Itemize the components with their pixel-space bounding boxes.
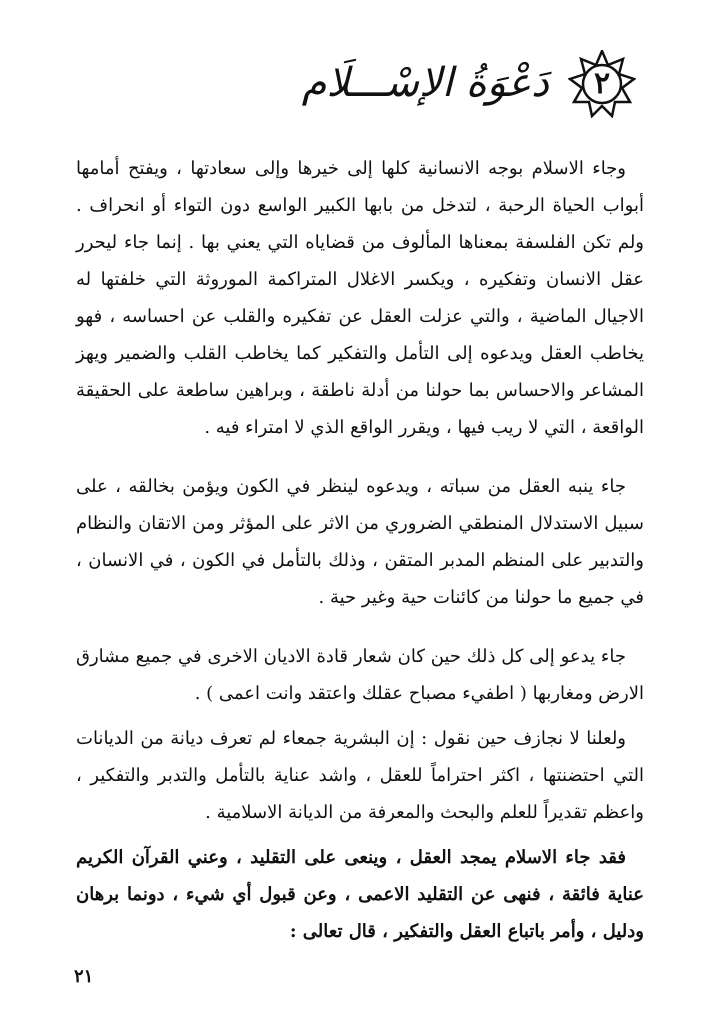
paragraph: جاء يدعو إلى كل ذلك حين كان شعار قادة الاديان الاخرى في جميع مشارق الارض ومغاربها ( اطفيء مصباح عقلك واعتقد وانت اعمى ) . <box>76 646 644 704</box>
paragraph: جاء ينبه العقل من سباته ، ويدعوه لينظر في الكون ويؤمن بخالقه ، على سبيل الاستدلال المنطقي الضروري من الاثر على المؤثر ومن الاتقان والنظام والتدبير على المنظم المدبر المتقن ، وذلك بالتأمل في الكون ، في الانسان ، في جميع ما حولنا من كائنات حية وغير حية . <box>76 476 644 608</box>
paragraph: فقد جاء الاسلام يمجد العقل ، وينعى على التقليد ، وعني القرآن الكريم عناية فائقة ، فنهى عن التقليد الاعمى ، وعن قبول أي شيء ، دونما برهان ودليل ، وأمر باتباع العقل والتفكير ، قال تعالى : <box>76 847 644 942</box>
paragraph: وجاء الاسلام بوجه الانسانية كلها إلى خيرها وإلى سعادتها ، ويفتح أمامها أبواب الحياة الرحبة ، لتدخل من بابها الكبير الواسع دون التواء أو انحراف . ولم تكن الفلسفة بمعناها المألوف من قضاياه التي يعني بها . إنما جاء ليحرر عقل الانسان وتفكيره ، ويكسر الاغلال المتراكمة الموروثة التي خلفتها له الاجيال الماضية ، والتي عزلت العقل عن تفكيره والقلب عن احساسه ، فهو يخاطب العقل ويدعوه إلى التأمل والتفكير كما يخاطب القلب والضمير ويهز المشاعر والاحساس بما حولنا من أدلة ناطقة ، وبراهين ساطعة على الحقيقة الواقعة ، التي لا ريب فيها ، ويقرر الواقع الذي لا امتراء فيه . <box>76 158 644 438</box>
page-number: ٢١ <box>74 966 94 987</box>
paragraph: ولعلنا لا نجازف حين نقول : إن البشرية جمعاء لم تعرف ديانة من الديانات التي احتضنتها ، اكثر احتراماً للعقل ، واشد عناية بالتأمل والتدبر والتفكير ، واعظم تقديراً للعلم والبحث والمعرفة من الديانة الاسلامية . <box>76 728 644 823</box>
chapter-number: ٢ <box>593 66 611 101</box>
chapter-number-badge <box>568 50 636 118</box>
body-text <box>76 150 644 972</box>
chapter-header <box>0 38 719 128</box>
chapter-title: دَعْوَةُ الإسْـــلَام <box>301 60 549 106</box>
